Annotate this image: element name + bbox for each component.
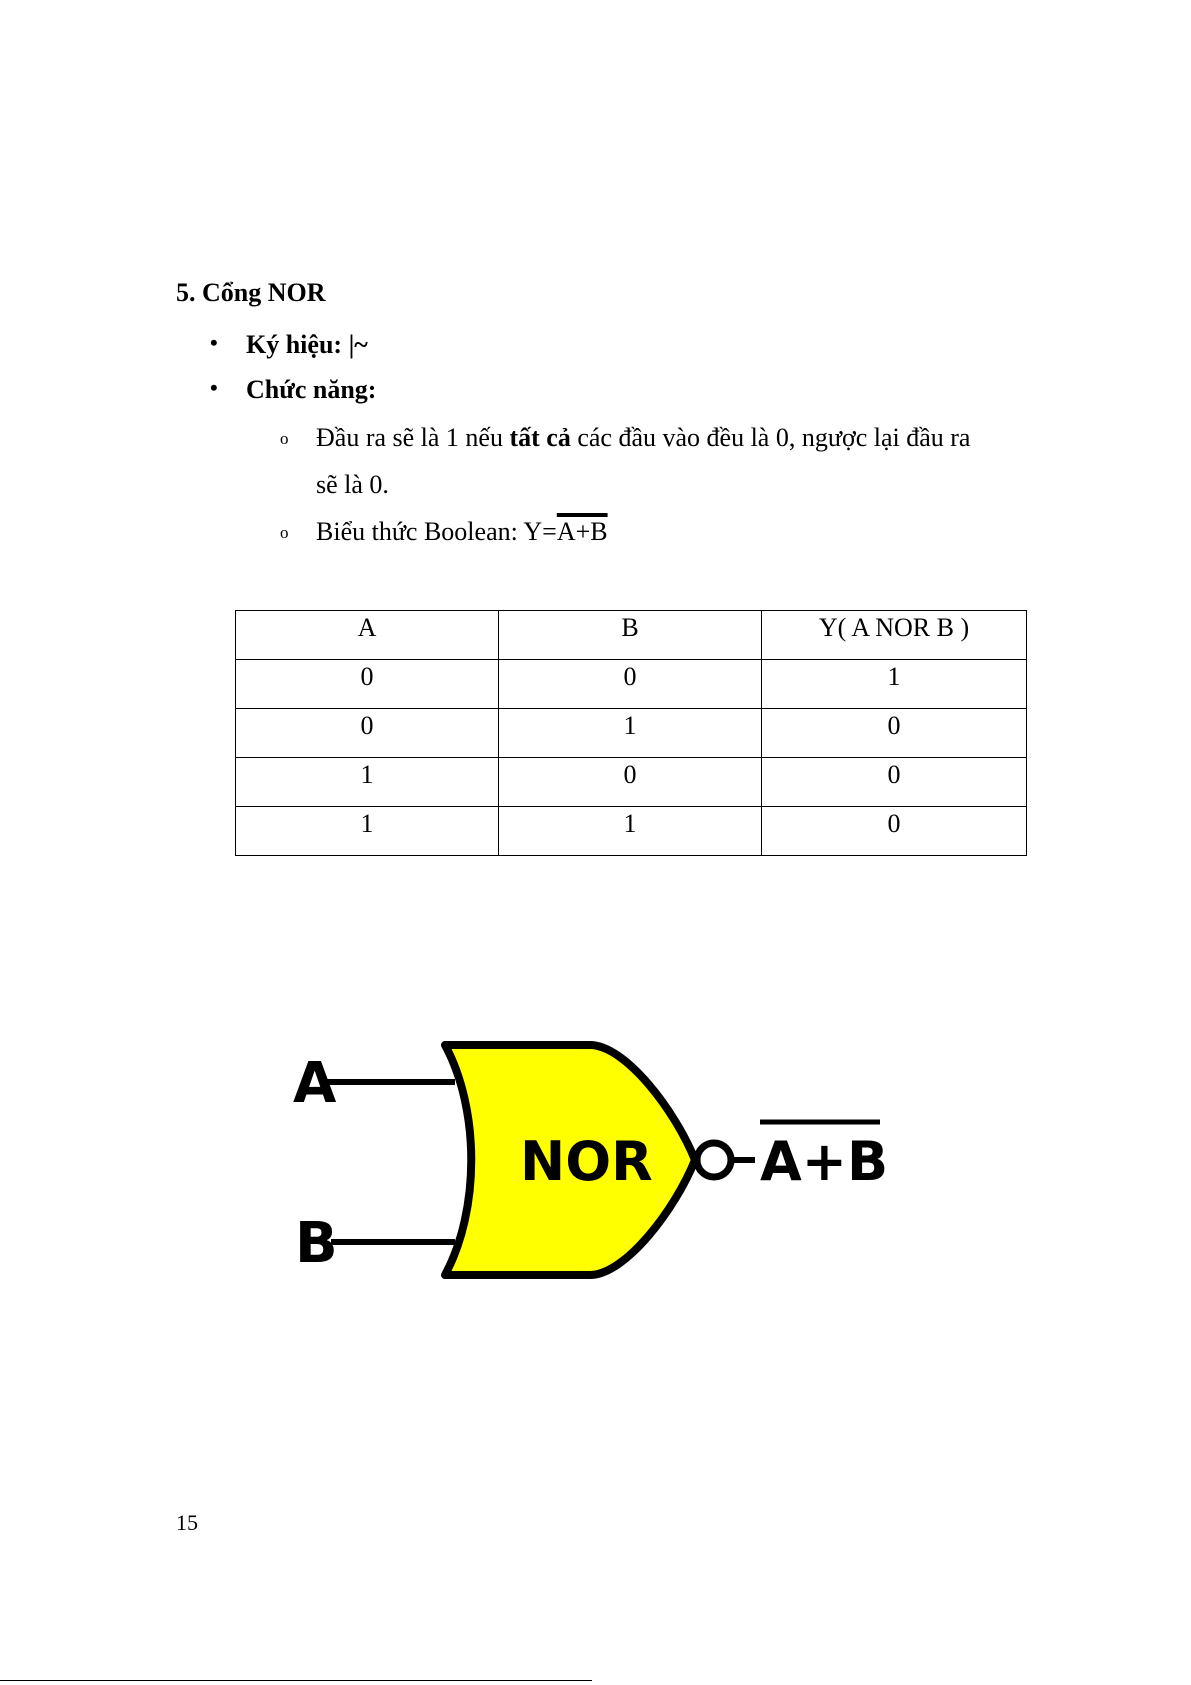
table-row xyxy=(236,660,1027,709)
output-rule-line2: sẽ là 0. xyxy=(316,470,389,499)
nor-gate-diagram xyxy=(255,1030,935,1300)
header-cell-a: A xyxy=(236,611,499,660)
truth-table xyxy=(235,610,1027,856)
table-header-row xyxy=(236,611,1027,660)
table-row xyxy=(236,807,1027,856)
inversion-bubble xyxy=(697,1143,731,1177)
symbol-label: Ký hiệu: |~ xyxy=(246,330,368,359)
section-heading: 5. Cổng NOR xyxy=(176,278,326,307)
table-cell: 0 xyxy=(762,807,1027,856)
table-cell: 1 xyxy=(236,758,499,807)
table-cell: 1 xyxy=(762,660,1027,709)
table-cell: 1 xyxy=(499,807,762,856)
gate-label: NOR xyxy=(520,1130,653,1193)
sub-bullet-marker: o xyxy=(280,429,289,448)
boolean-expression xyxy=(316,517,608,547)
input-a-label: A xyxy=(293,1051,337,1116)
footer-divider xyxy=(0,1680,592,1681)
header-cell-b: B xyxy=(499,611,762,660)
output-expression: A+B xyxy=(760,1130,889,1193)
bullet-marker: • xyxy=(210,375,218,400)
table-row xyxy=(236,709,1027,758)
output-rule-post: các đầu vào đều là 0, ngược lại đầu ra xyxy=(570,423,971,452)
output-rule-line1 xyxy=(316,423,970,453)
input-b-label: B xyxy=(295,1211,338,1276)
bullet-marker: • xyxy=(210,330,218,355)
table-cell: 0 xyxy=(499,758,762,807)
function-label: Chức năng: xyxy=(246,375,377,404)
table-cell: 1 xyxy=(236,807,499,856)
table-cell: 0 xyxy=(499,660,762,709)
boolean-prefix: Biểu thức Boolean: Y= xyxy=(316,517,557,546)
table-cell: 0 xyxy=(236,709,499,758)
table-cell: 0 xyxy=(762,758,1027,807)
header-cell-y: Y( A NOR B ) xyxy=(762,611,1027,660)
table-cell: 0 xyxy=(762,709,1027,758)
table-cell: 0 xyxy=(236,660,499,709)
table-cell: 1 xyxy=(499,709,762,758)
boolean-expr-overlined: A+B xyxy=(556,517,608,546)
table-row xyxy=(236,758,1027,807)
page-number: 15 xyxy=(176,1510,198,1535)
output-rule-pre: Đầu ra sẽ là 1 nếu xyxy=(316,423,510,452)
output-rule-bold: tất cả xyxy=(509,423,571,452)
sub-bullet-marker: o xyxy=(280,523,289,542)
